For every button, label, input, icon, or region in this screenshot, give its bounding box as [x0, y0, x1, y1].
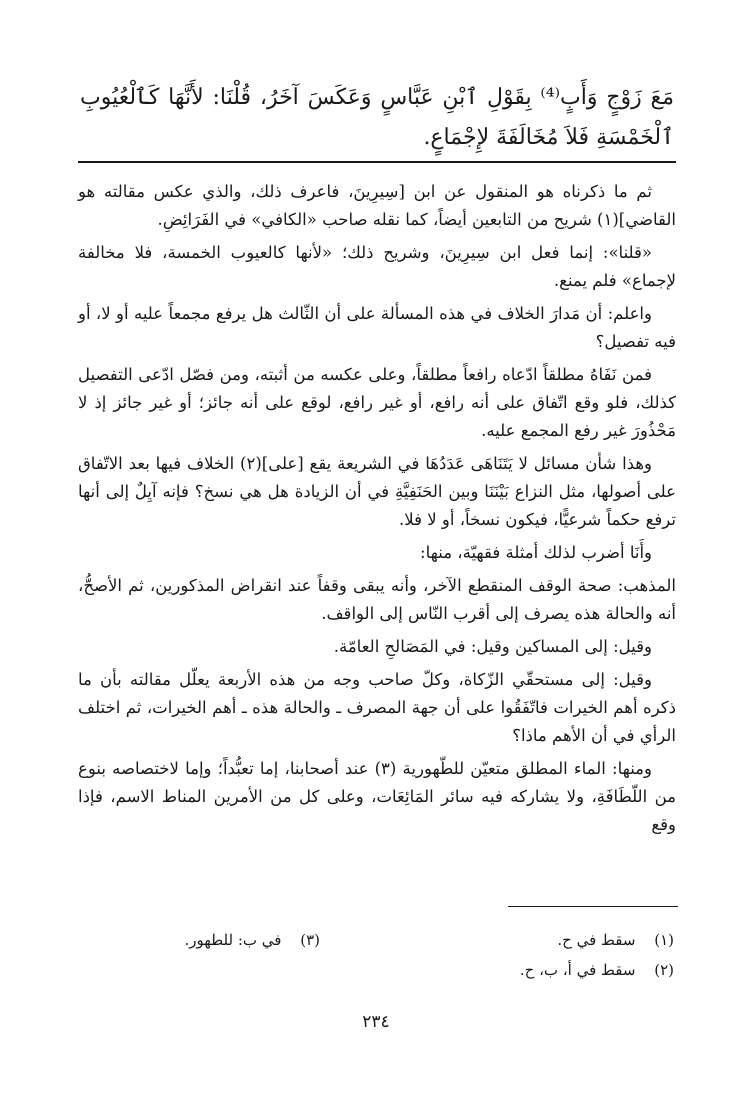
- footnote-text: سقط في ح.: [557, 931, 636, 949]
- footnote-1: [557, 928, 674, 952]
- footnote-2: [520, 958, 674, 982]
- commentary-paragraph: ومنها: الماء المطلق متعيّن للطّهورية (٣) عند أصحابنا، إما تعبُّداً؛ وإما لاختصاصه بنوع من اللّطَافَةِ، ولا يشاركه فيه سائر المَائِعَات، وعلى كل من الأمرين المناط الاسم، فإذا وقع: [78, 759, 676, 834]
- page-number: ٢٣٤: [362, 1012, 390, 1032]
- verse-block: [80, 78, 674, 158]
- commentary-paragraph: فمن نَفَاهُ مطلقاً ادّعاه رافعاً مطلقاً، وعلى عكسه من أثبته، ومن فصّل ادّعى التفصيل كذلك، فلو وقع اتّفاق على أنه رافع، أو غير رافع، لوقع على أنه جائز؛ أو غير جائز إذ لا مَحْذُورَ غير رفع المجمع عليه.: [78, 365, 676, 440]
- footnote-number: (٣): [300, 931, 320, 949]
- commentary-paragraph: وأَنَا أضرب لذلك أمثلة فقهيّة، منها:: [420, 543, 652, 562]
- commentary-paragraph: ثم ما ذكرناه هو المنقول عن ابن [سِيرِينَ، فاعرف ذلك، والذي عكس مقالته هو القاضي](١) شريح من التابعين أيضاً، كما نقله صاحب «الكافي» في الفَرَائِضِ.: [78, 182, 676, 229]
- commentary-paragraph: واعلم: أن مَدارَ الخلاف في هذه المسألة على أن الثّالث هل يرفع مجمعاً عليه أو لا، أو فيه تفصيل؟: [78, 304, 676, 351]
- commentary-paragraph: المذهب: صحة الوقف المنقطع الآخر، وأنه يبقى وقفاً عند انقراض المذكورين، ثم الأصحُّ، أنه والحالة هذه يصرف إلى أقرب النّاس إلى الواقف.: [78, 576, 676, 623]
- footnote-separator-rule: [508, 906, 678, 907]
- verse-text: مَعَ زَوْجٍ وَأَبٍ⁽⁴⁾ بِقَوْلِ ٱبْنِ عَبَّاسٍ وَعَكَسَ آخَرُ، قُلْنَا: لأَنَّهَا كَٱلْعُيُوبِ ٱلْخَمْسَةِ فَلاَ مُخَالَفَةَ لإِجْمَاعٍ.: [80, 85, 675, 150]
- footnote-number: (١): [654, 931, 674, 949]
- footnote-number: (٢): [654, 961, 674, 979]
- verse-separator-rule: [78, 161, 676, 163]
- footnote-3: [185, 928, 320, 952]
- footnote-text: سقط في أ، ب، ح.: [519, 961, 636, 979]
- footnote-text: في ب: للطهور.: [184, 931, 282, 949]
- commentary-paragraph: وقيل: إلى المساكين وقيل: في المَصَالحِ العامّة.: [333, 637, 652, 656]
- commentary-paragraph: وقيل: إلى مستحقّي الزّكاة، وكلّ صاحب وجه من هذه الأربعة يعلّل مقالته بأن ما ذكره أهم الخيرات فاتّفَقُوا على أن جهة المصرف ـ والحالة هذه ـ أهم الخيرات، ثم اختلف الرأي في أن الأهم ماذا؟: [78, 670, 676, 745]
- commentary-block: [78, 178, 676, 844]
- commentary-paragraph: «قلنا»: إنما فعل ابن سِيرِينَ، وشريح ذلك؛ «لأنها كالعيوب الخمسة، فلا مخالفة لإجماع» فلم يمنع.: [78, 243, 676, 290]
- commentary-paragraph: وهذا شأن مسائل لا يَتَنَاهَى عَدَدُهَا في الشريعة يقع [على](٢) الخلاف فيها بعد الاتّفاق على أصولها، مثل النزاع بَيْنَنَا وبين الحَنَفِيَّةِ في أن الزيادة هل هي نسخ؟ فإنه آيِلٌ إلى أنها ترفع حكماً شرعيًّا، فيكون نسخاً، أو لا فلا.: [78, 454, 676, 529]
